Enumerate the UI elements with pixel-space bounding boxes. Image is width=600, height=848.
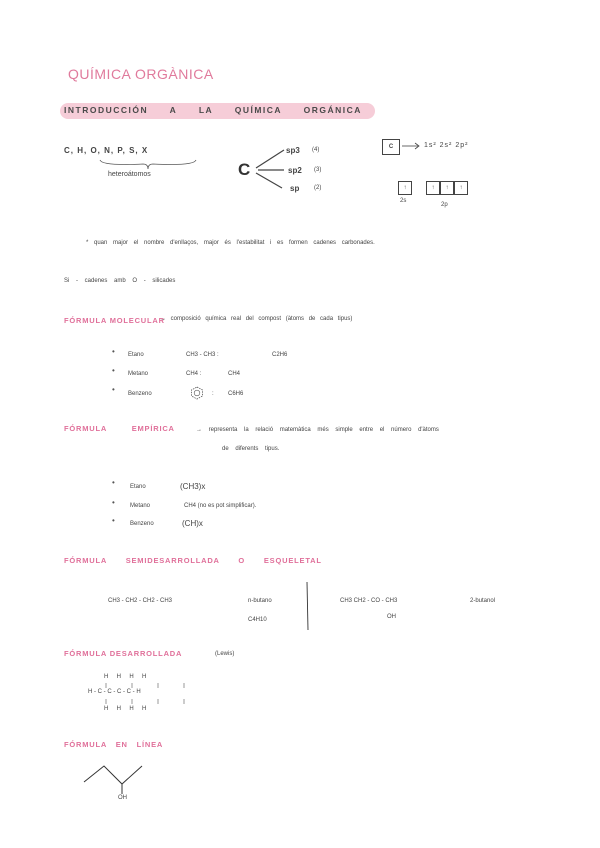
molecular-item-name: Benzeno: [128, 391, 152, 397]
semidesarrollada-heading: FÓRMULA SEMIDESARROLLADA O ESQUELETAL: [64, 556, 322, 565]
bullet: •: [112, 385, 115, 394]
divider-line: [306, 582, 310, 632]
silicon-note: Si - cadenes amb O - silicades: [64, 278, 176, 284]
intro-heading: INTRODUCCIÓN A LA QUÍMICA ORGÁNICA: [64, 105, 362, 115]
butane-molecular: C4H10: [248, 617, 267, 623]
orbital-2p-1: ↑: [426, 181, 440, 195]
orbital-2p-2: ↑: [440, 181, 454, 195]
hybrid-sp2-count: (3): [314, 167, 322, 173]
molecular-item-formula: CH4 :: [186, 371, 202, 377]
linea-heading: FÓRMULA EN LÍNEA: [64, 740, 164, 749]
empirica-item-formula: (CH)x: [182, 519, 203, 528]
molecular-item-name: Etano: [128, 352, 144, 358]
lewis-bonds-bottom: [104, 698, 204, 706]
bullet: •: [112, 366, 115, 375]
carbon-symbol: C: [238, 160, 251, 179]
empirica-item-name: Metano: [130, 503, 151, 509]
desarrollada-heading: FÓRMULA DESARROLLADA: [64, 649, 183, 658]
molecular-item-formula: :: [212, 391, 214, 397]
molecular-item-result: C6H6: [228, 391, 244, 397]
molecular-item-name: Metano: [128, 371, 149, 377]
arrow-icon: [402, 143, 422, 149]
page-title: QUÍMICA ORGÀNICA: [68, 66, 214, 82]
empirica-item-formula: (CH3)x: [180, 482, 206, 491]
lewis-main-chain: H - C - C - C - C - H: [88, 689, 141, 695]
molecular-item-result: C2H6: [272, 352, 288, 358]
butanol-oh: OH: [387, 614, 396, 620]
orbital-2s-label: 2s: [400, 198, 407, 204]
brace-underline: [98, 158, 198, 170]
butane-formula: CH3 - CH2 - CH2 - CH3: [108, 598, 173, 604]
lewis-bottom-row: H H H H: [104, 706, 147, 712]
benzene-ring-icon: [190, 386, 204, 400]
molecular-item-formula: CH3 - CH3 :: [186, 352, 219, 358]
hybrid-sp3-count: (4): [312, 147, 320, 153]
empirica-item-name: Etano: [130, 484, 146, 490]
empirica-heading: FÓRMULA EMPÍRICA: [64, 424, 175, 433]
empirica-item-name: Benzeno: [130, 521, 154, 527]
orbital-2p-label: 2p: [441, 202, 448, 208]
molecular-description: → composició química real del compost (àtoms de cada tipus): [160, 316, 353, 322]
bullet: •: [112, 498, 115, 507]
bullet: •: [112, 347, 115, 356]
orbital-2p-3: ↑: [454, 181, 468, 195]
butanol-name: 2-butanol: [470, 598, 496, 604]
bullet: •: [112, 516, 115, 525]
electron-config: 1s² 2s² 2p²: [424, 142, 469, 149]
butanol-formula: CH3 CH2 - CO - CH3: [340, 598, 398, 604]
empirica-description: → representa la relació matemàtica més simple entre el número d'àtoms: [196, 427, 439, 433]
hybrid-sp2: sp2: [288, 166, 302, 175]
heteroatoms-label: heteroátomos: [108, 171, 151, 178]
butane-name: n-butano: [248, 598, 272, 604]
lewis-top-row: H H H H: [104, 674, 147, 680]
hybrid-sp3: sp3: [286, 146, 300, 155]
bullet: •: [112, 478, 115, 487]
elements-list: C, H, O, N, P, S, X: [64, 146, 149, 155]
stability-note: * quan major el nombre d'enllaços, major és l'estabilitat i es formen cadenes carbonades.: [86, 240, 375, 246]
molecular-heading: FÓRMULA MOLECULAR: [64, 316, 165, 325]
carbon-box: C: [382, 139, 400, 155]
desarrollada-note: (Lewis): [215, 651, 235, 657]
empirica-item-formula: CH4 (no es pot simplificar).: [184, 503, 257, 509]
hybrid-sp-count: (2): [314, 185, 322, 191]
orbital-2s: ↑: [398, 181, 412, 195]
hybrid-sp: sp: [290, 184, 300, 193]
empirica-description-cont: de diferents tipus.: [222, 446, 280, 452]
molecular-item-result: CH4: [228, 371, 241, 377]
skeletal-oh: OH: [118, 795, 127, 801]
